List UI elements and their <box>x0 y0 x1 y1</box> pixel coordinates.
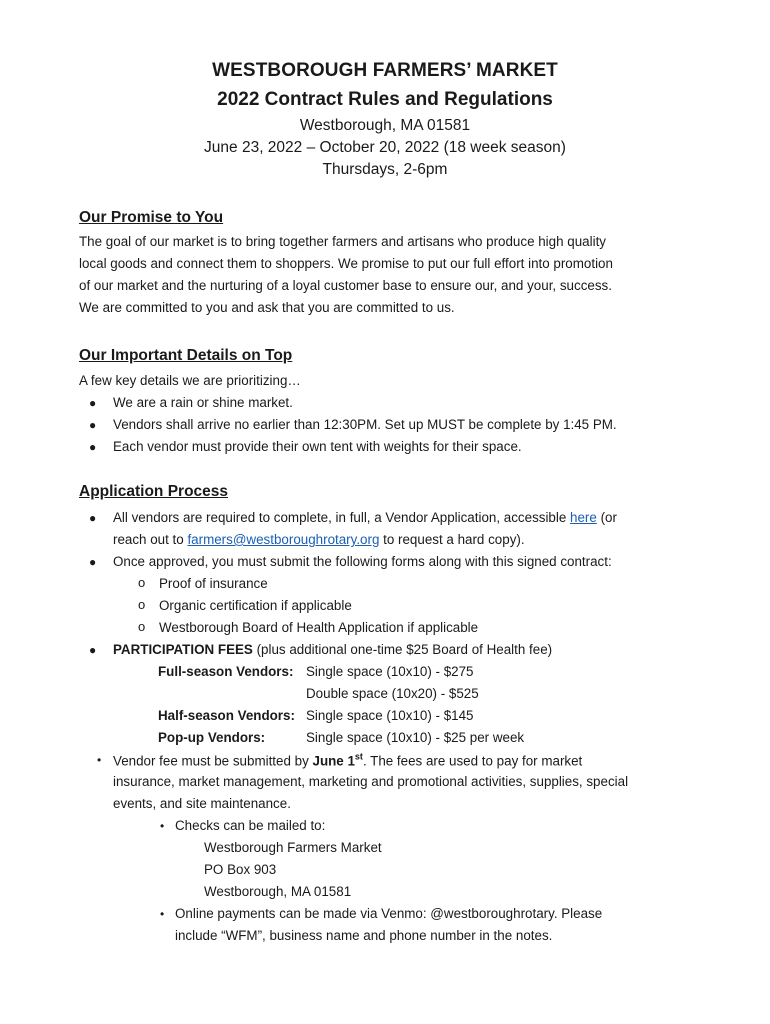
application-item-1 <box>113 510 617 525</box>
bullet-icon: ● <box>89 440 97 454</box>
popup-single: Single space (10x10) - $25 per week <box>306 730 525 745</box>
online-payment-line-2: include “WFM”, business name and phone number in the notes. <box>175 928 553 943</box>
application-item-1-tail: (or <box>596 510 617 525</box>
application-item-1-line-2 <box>113 532 525 547</box>
bullet-icon: • <box>160 907 165 921</box>
circle-bullet-icon: o <box>138 619 146 634</box>
bullet-icon: • <box>97 753 102 767</box>
full-season-label: Full-season Vendors: <box>158 664 294 679</box>
fee-due-line-1 <box>113 752 582 768</box>
document-subtitle: 2022 Contract Rules and Regulations <box>217 89 553 110</box>
bullet-icon: ● <box>89 555 97 569</box>
address-line-3: Westborough, MA 01581 <box>204 884 352 899</box>
details-heading: Our Important Details on Top <box>79 347 293 364</box>
fee-due-text: Vendor fee must be submitted by <box>113 753 313 769</box>
fee-due-tail: . The fees are used to pay for market <box>362 753 583 769</box>
reach-out-text: reach out to <box>113 532 188 547</box>
application-item-1-text: All vendors are required to complete, in full, a Vendor Application, accessible <box>113 510 571 525</box>
due-date-suffix: st <box>354 752 363 762</box>
promise-line-2: local goods and connect them to shoppers. We promise to put our full effort into promotion <box>79 256 613 271</box>
hard-copy-text: to request a hard copy). <box>379 532 525 547</box>
details-item-2: Vendors shall arrive no earlier than 12:30PM. Set up MUST be complete by 1:45 PM. <box>113 417 617 432</box>
details-item-3: Each vendor must provide their own tent with weights for their space. <box>113 439 522 454</box>
checks-label: Checks can be mailed to: <box>175 818 326 833</box>
due-date: June 1 <box>312 753 355 769</box>
document-title: WESTBOROUGH FARMERS’ MARKET <box>212 60 558 81</box>
fees-note: (plus additional one-time $25 Board of Health fee) <box>252 642 553 657</box>
full-season-single: Single space (10x10) - $275 <box>306 664 474 679</box>
circle-bullet-icon: o <box>138 597 146 612</box>
participation-fees <box>113 642 552 657</box>
promise-heading: Our Promise to You <box>79 209 224 226</box>
address-line-1: Westborough Farmers Market <box>204 840 382 855</box>
fee-due-line-2: insurance, market management, marketing and promotional activities, supplies, special <box>113 774 629 789</box>
season-dates: June 23, 2022 – October 20, 2022 (18 week season) <box>204 139 566 156</box>
address-line-2: PO Box 903 <box>204 862 277 877</box>
bullet-icon: • <box>160 819 165 833</box>
details-intro: A few key details we are prioritizing… <box>79 373 301 388</box>
full-season-double: Double space (10x20) - $525 <box>306 686 479 701</box>
fee-due-line-3: events, and site maintenance. <box>113 796 291 811</box>
bullet-icon: ● <box>89 643 97 657</box>
fees-label: PARTICIPATION FEES <box>113 642 253 657</box>
market-days: Thursdays, 2-6pm <box>322 161 448 178</box>
popup-label: Pop-up Vendors: <box>158 730 266 745</box>
form-item-3: Westborough Board of Health Application if applicable <box>159 620 479 635</box>
promise-line-1: The goal of our market is to bring together farmers and artisans who produce high quality <box>79 234 606 249</box>
online-payment-line-1: Online payments can be made via Venmo: @westboroughrotary. Please <box>175 906 603 921</box>
half-season-label: Half-season Vendors: <box>158 708 295 723</box>
promise-line-3: of our market and the nurturing of a loyal customer base to ensure our, and your, success. <box>79 278 612 293</box>
application-link[interactable]: here <box>570 510 597 525</box>
application-heading: Application Process <box>79 483 229 500</box>
half-season-single: Single space (10x10) - $145 <box>306 708 474 723</box>
circle-bullet-icon: o <box>138 575 146 590</box>
form-item-2: Organic certification if applicable <box>159 598 352 613</box>
details-item-1: We are a rain or shine market. <box>113 395 293 410</box>
bullet-icon: ● <box>89 396 97 410</box>
promise-line-4: We are committed to you and ask that you are committed to us. <box>79 300 455 315</box>
email-link[interactable]: farmers@westboroughrotary.org <box>187 532 380 547</box>
location-line: Westborough, MA 01581 <box>299 117 471 134</box>
bullet-icon: ● <box>89 418 97 432</box>
bullet-icon: ● <box>89 511 97 525</box>
form-item-1: Proof of insurance <box>159 576 268 591</box>
application-item-2: Once approved, you must submit the following forms along with this signed contract: <box>113 554 612 569</box>
